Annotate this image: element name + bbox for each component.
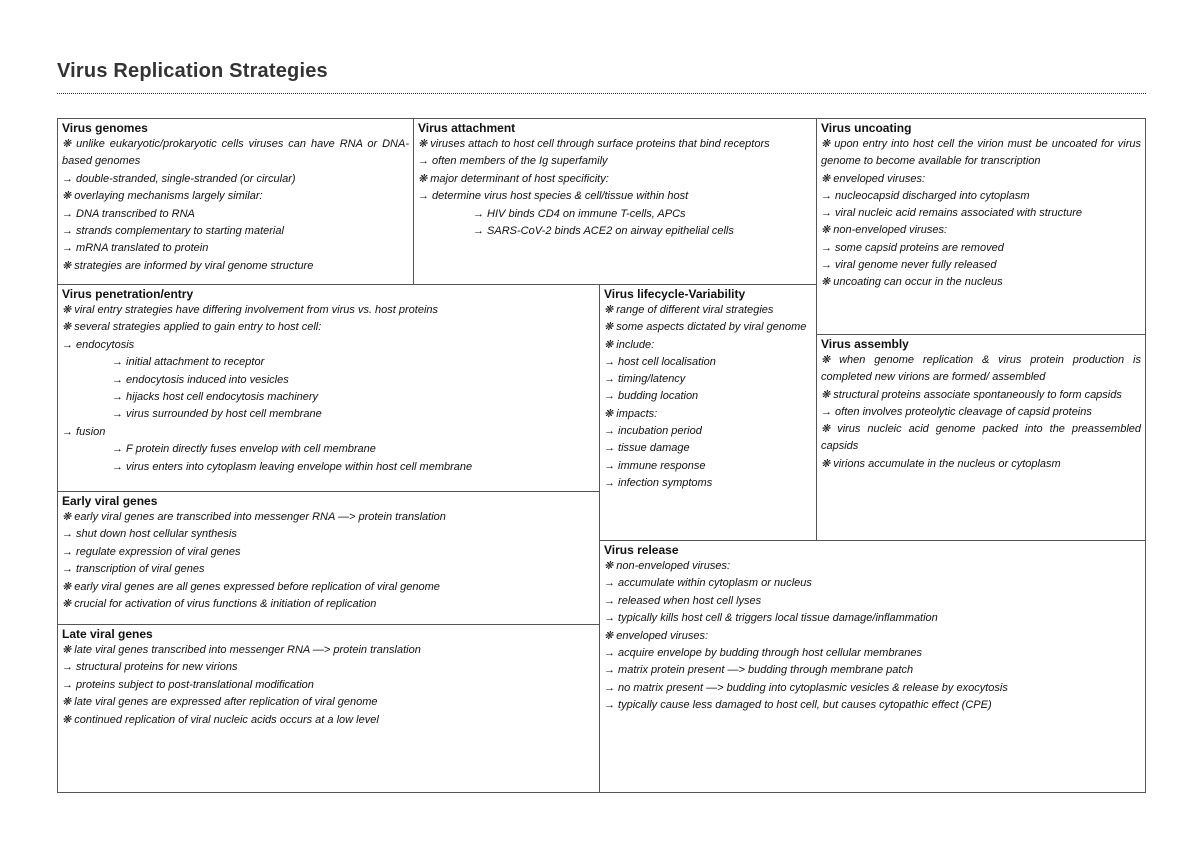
note-line: → incubation period: [604, 425, 702, 438]
section-late-viral-genes: [57, 624, 600, 793]
section-heading: Late viral genes: [62, 627, 153, 641]
note-line: → endocytosis induced into vesicles: [112, 373, 289, 386]
note-line: → tissue damage: [604, 442, 690, 455]
note-line: → nucleocapsid discharged into cytoplasm: [821, 189, 1030, 202]
note-line: → HIV binds CD4 on immune T-cells, APCs: [473, 207, 686, 220]
note-line: ❋ major determinant of host specificity:: [418, 172, 609, 185]
note-line: ❋ include:: [604, 338, 655, 351]
section-early-viral-genes: [57, 491, 600, 625]
note-line: → some capsid proteins are removed: [821, 241, 1004, 254]
note-line: → timing/latency: [604, 373, 686, 386]
note-line: → F protein directly fuses envelop with cell membrane: [112, 443, 376, 456]
note-line: ❋ when genome replication & virus protein production is completed new virions are formed/ assembled: [821, 354, 1141, 384]
note-line: ❋ structural proteins associate spontaneously to form capsids: [821, 388, 1122, 401]
note-line: → often members of the Ig superfamily: [418, 155, 608, 168]
note-line: ❋ strategies are informed by viral genome structure: [62, 259, 314, 272]
note-line: → host cell localisation: [604, 355, 716, 368]
note-line: → regulate expression of viral genes: [62, 545, 241, 558]
note-line: → accumulate within cytoplasm or nucleus: [604, 577, 812, 590]
section-virus-genomes: [57, 118, 414, 285]
section-virus-release: [599, 540, 1146, 793]
note-line: → released when host cell lyses: [604, 594, 762, 607]
section-virus-lifecycle: [599, 284, 817, 541]
note-line: ❋ crucial for activation of virus functions & initiation of replication: [62, 598, 377, 611]
note-line: ❋ non-enveloped viruses:: [821, 224, 948, 237]
page-title: Virus Replication Strategies: [57, 60, 328, 82]
section-heading: Virus assembly: [821, 337, 909, 351]
note-line: ❋ non-enveloped viruses:: [604, 560, 731, 572]
note-line: ❋ several strategies applied to gain entry to host cell:: [62, 321, 322, 334]
note-line: → proteins subject to post-translational modification: [62, 678, 314, 691]
note-line: ❋ uncoating can occur in the nucleus: [821, 276, 1003, 289]
note-line: → often involves proteolytic cleavage of capsid proteins: [821, 405, 1092, 418]
note-line: → immune response: [604, 459, 706, 472]
note-line: → strands complementary to starting material: [62, 225, 284, 238]
note-line: ❋ impacts:: [604, 407, 658, 420]
section-virus-penetration: [57, 284, 600, 492]
note-line: → fusion: [62, 425, 106, 438]
note-line: → endocytosis: [62, 338, 135, 351]
note-line: ❋ some aspects dictated by viral genome: [604, 321, 807, 334]
note-line: ❋ enveloped viruses:: [604, 629, 708, 642]
note-line: → virus enters into cytoplasm leaving envelope within host cell membrane: [112, 460, 473, 473]
section-virus-assembly: [816, 334, 1146, 541]
note-line: ❋ upon entry into host cell the virion must be uncoated for virus genome to become available for transcription: [821, 138, 1141, 168]
note-line: ❋ late viral genes are expressed after replication of viral genome: [62, 696, 378, 709]
section-heading: Virus genomes: [62, 121, 148, 135]
note-line: → typically cause less damaged to host cell, but causes cytopathic effect (CPE): [604, 699, 992, 712]
note-line: → viral genome never fully released: [821, 259, 997, 272]
note-line: ❋ viruses attach to host cell through surface proteins that bind receptors: [418, 138, 770, 150]
section-virus-attachment: [413, 118, 817, 285]
note-line: → double-stranded, single-stranded (or circular): [62, 172, 296, 185]
note-line: ❋ range of different viral strategies: [604, 304, 774, 316]
note-line: → acquire envelope by budding through host cellular membranes: [604, 647, 922, 660]
note-line: → mRNA translated to protein: [62, 242, 209, 255]
note-line: → transcription of viral genes: [62, 563, 205, 576]
section-heading: Virus penetration/entry: [62, 287, 194, 301]
section-heading: Virus release: [604, 543, 679, 557]
note-line: → matrix protein present —> budding through membrane patch: [604, 664, 914, 677]
note-line: → budding location: [604, 390, 699, 403]
note-line: → structural proteins for new virions: [62, 661, 238, 674]
note-line: ❋ unlike eukaryotic/prokaryotic cells viruses can have RNA or DNA-based genomes: [62, 138, 409, 168]
note-line: → infection symptoms: [604, 476, 713, 489]
note-line: → virus surrounded by host cell membrane: [112, 408, 322, 421]
note-line: ❋ virus nucleic acid genome packed into the preassembled capsids: [821, 423, 1141, 453]
section-heading: Virus uncoating: [821, 121, 912, 135]
title-divider: [57, 93, 1146, 94]
note-line: → SARS-CoV-2 binds ACE2 on airway epithelial cells: [473, 225, 734, 238]
note-line: ❋ continued replication of viral nucleic acids occurs at a low level: [62, 713, 379, 726]
note-line: → DNA transcribed to RNA: [62, 207, 195, 220]
note-line: → shut down host cellular synthesis: [62, 528, 237, 541]
note-line: → viral nucleic acid remains associated with structure: [821, 207, 1083, 220]
note-line: → typically kills host cell & triggers local tissue damage/inflammation: [604, 612, 938, 625]
note-line: → initial attachment to receptor: [112, 356, 265, 369]
note-line: ❋ virions accumulate in the nucleus or cytoplasm: [821, 457, 1061, 470]
section-heading: Early viral genes: [62, 494, 158, 508]
note-line: ❋ enveloped viruses:: [821, 172, 925, 185]
note-line: ❋ viral entry strategies have differing involvement from virus vs. host proteins: [62, 304, 439, 316]
note-line: ❋ early viral genes are all genes expressed before replication of viral genome: [62, 580, 440, 593]
note-line: ❋ overlaying mechanisms largely similar:: [62, 190, 263, 203]
section-virus-uncoating: [816, 118, 1146, 335]
section-heading: Virus attachment: [418, 121, 516, 135]
note-line: ❋ early viral genes are transcribed into messenger RNA —> protein translation: [62, 511, 446, 523]
note-line: → no matrix present —> budding into cytoplasmic vesicles & release by exocytosis: [604, 681, 1008, 694]
note-line: ❋ late viral genes transcribed into messenger RNA —> protein translation: [62, 644, 421, 656]
note-line: → determine virus host species & cell/tissue within host: [418, 190, 689, 203]
note-line: → hijacks host cell endocytosis machinery: [112, 391, 319, 404]
section-heading: Virus lifecycle-Variability: [604, 287, 746, 301]
